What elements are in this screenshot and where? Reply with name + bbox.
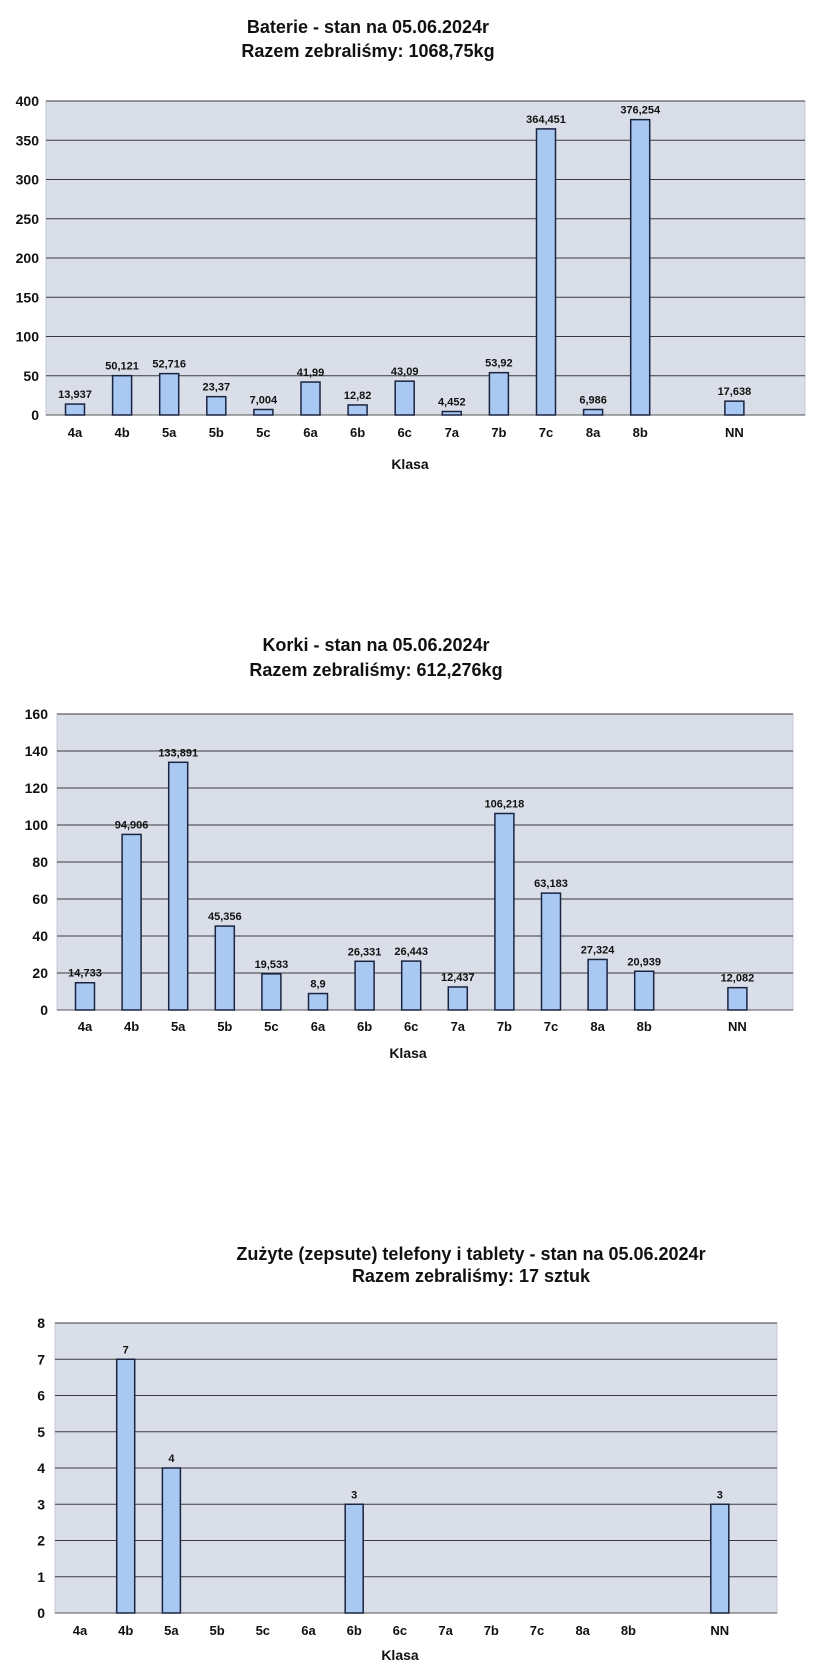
chart-telefony [37,1244,777,1663]
bar-8b [635,971,654,1010]
y-tick-label: 20 [32,965,48,981]
data-label-8b: 20,939 [627,956,662,969]
category-label-8b: 8b [620,1623,636,1638]
category-label-NN: NN [710,1623,730,1638]
bar-4b [122,834,141,1010]
category-label-7c: 7c [529,1623,545,1638]
chart-1-y-ticks [16,93,40,423]
category-label-7b: 7b [491,425,507,440]
bar-5a [162,1468,180,1613]
bar-NN [725,401,744,415]
category-label-8b: 8b [632,425,648,440]
chart-1-title-line1: Baterie - stan na 05.06.2024r [246,17,490,37]
category-label-7b: 7b [483,1623,499,1638]
bar-4b [113,376,132,415]
bar-4b [117,1359,135,1613]
bar-5a [160,374,179,415]
category-label-4a: 4a [72,1623,88,1638]
data-label-5a: 133,891 [158,747,199,760]
bar-6b [348,405,367,415]
data-label-NN: 12,082 [720,972,755,985]
category-label-7b: 7b [496,1019,512,1034]
data-label-7b: 53,92 [485,357,513,370]
y-tick-label: 250 [15,210,39,227]
category-label-8a: 8a [590,1019,605,1034]
category-label-6b: 6b [346,1623,362,1638]
category-label-5c: 5c [256,425,271,440]
data-label-8a: 6,986 [579,394,607,407]
category-label-6b: 6b [350,425,366,440]
y-tick-label: 1 [37,1568,45,1585]
bar-8a [588,959,607,1010]
chart-2-categories [78,1019,747,1034]
data-label-6b: 3 [351,1489,358,1502]
chart-3-x-axis-label: Klasa [381,1647,419,1663]
chart-2-x-axis-label: Klasa [389,1045,427,1061]
data-label-4b: 7 [122,1344,129,1357]
y-tick-label: 7 [37,1351,45,1368]
data-label-7c: 364,451 [526,113,566,126]
bar-NN [728,988,747,1010]
bar-7a [448,987,467,1010]
y-tick-label: 200 [15,250,39,266]
bar-7a [442,412,461,415]
category-label-6c: 6c [392,1623,408,1638]
bar-5c [262,974,281,1010]
bar-5c [254,410,273,415]
chart-3-y-ticks [37,1315,45,1621]
chart-1-categories [68,425,744,440]
data-label-7a: 4,452 [438,396,466,409]
y-tick-label: 0 [31,407,39,423]
bar-6c [395,381,414,415]
data-label-6a: 8,9 [310,978,326,991]
bar-7c [542,893,561,1010]
category-label-7a: 7a [450,1019,466,1034]
category-label-5a: 5a [170,1019,186,1034]
bar-6a [309,994,328,1010]
category-label-7a: 7a [438,1623,453,1638]
category-label-6c: 6c [397,425,412,440]
category-label-7c: 7c [538,425,554,440]
bar-6a [301,382,320,415]
y-tick-label: 140 [24,743,48,759]
data-label-6b: 26,331 [347,946,382,959]
chart-baterie [16,17,805,472]
bar-6b [345,1504,363,1613]
category-label-8b: 8b [636,1019,652,1034]
data-label-6c: 26,443 [394,946,429,959]
category-label-5c: 5c [264,1019,279,1034]
data-label-4b: 94,906 [114,819,149,832]
bar-4a [76,983,95,1010]
data-label-7c: 63,183 [534,878,568,891]
category-label-6a: 6a [303,425,318,440]
category-label-6a: 6a [301,1623,316,1638]
data-label-5b: 45,356 [207,911,242,924]
y-tick-label: 300 [15,171,39,188]
category-label-5a: 5a [164,1623,179,1638]
bar-4a [66,404,85,415]
chart-1-x-axis-label: Klasa [391,456,429,472]
chart-3-title-line2: Razem zebraliśmy: 17 sztuk [351,1266,591,1286]
y-tick-label: 160 [24,706,48,722]
category-label-5c: 5c [255,1623,271,1638]
bar-7b [495,813,514,1010]
data-label-5b: 23,37 [202,381,231,394]
y-tick-label: 0 [40,1002,48,1018]
bar-8b [631,120,650,415]
data-label-8b: 376,254 [620,104,661,117]
category-label-NN: NN [725,425,744,440]
category-label-5b: 5b [208,425,224,440]
data-label-7b: 106,218 [484,798,525,811]
category-label-6c: 6c [403,1019,419,1034]
data-label-NN: 17,638 [717,386,752,399]
data-label-5c: 7,004 [249,394,278,407]
bar-7b [489,373,508,415]
y-tick-label: 6 [37,1387,45,1404]
category-label-7c: 7c [543,1019,559,1034]
data-label-7a: 12,437 [440,971,475,984]
y-tick-label: 40 [32,928,48,944]
y-tick-label: 350 [15,132,39,149]
data-label-8a: 27,324 [580,944,615,957]
category-label-5b: 5b [217,1019,233,1034]
data-label-5a: 4 [168,1453,175,1465]
bar-NN [711,1504,729,1613]
y-tick-label: 0 [37,1605,45,1621]
data-label-6b: 12,82 [343,389,372,402]
category-label-5a: 5a [161,425,177,440]
data-label-4b: 50,121 [105,360,139,373]
y-tick-label: 2 [37,1532,45,1549]
bar-5a [169,762,188,1010]
category-label-4a: 4a [77,1019,93,1034]
bar-8a [584,410,603,415]
category-label-4b: 4b [124,1019,140,1034]
y-tick-label: 5 [37,1423,45,1440]
data-label-5c: 19,533 [254,958,289,971]
category-label-6a: 6a [310,1019,326,1034]
y-tick-label: 150 [15,289,39,306]
category-label-5b: 5b [209,1623,225,1638]
y-tick-label: 60 [32,891,48,907]
category-label-8a: 8a [585,425,601,440]
chart-3-title-line1: Zużyte (zepsute) telefony i tablety - stan na 05.06.2024r [236,1244,706,1264]
data-label-4a: 13,937 [58,389,92,402]
bar-7c [537,129,556,415]
data-label-4a: 14,733 [68,967,102,980]
y-tick-label: 50 [23,367,39,384]
chart-2-title-line1: Korki - stan na 05.06.2024r [262,635,490,655]
category-label-4b: 4b [118,1623,134,1638]
y-tick-label: 80 [32,854,48,870]
y-tick-label: 3 [37,1496,45,1513]
bar-6c [402,961,421,1010]
category-label-7a: 7a [444,425,460,440]
data-label-6a: 41,99 [296,367,325,380]
category-label-4b: 4b [114,425,130,440]
chart-korki [25,635,793,1061]
chart-2-title-line2: Razem zebraliśmy: 612,276kg [249,660,503,680]
chart-3-categories [73,1623,729,1638]
bar-6b [355,961,374,1010]
category-label-6b: 6b [357,1019,373,1034]
category-label-8a: 8a [575,1623,590,1638]
y-tick-label: 100 [24,817,48,833]
bar-5b [215,926,234,1010]
y-tick-label: 400 [15,93,39,109]
category-label-4a: 4a [67,425,83,440]
chart-1-title-line2: Razem zebraliśmy: 1068,75kg [241,41,495,61]
data-label-5a: 52,716 [152,358,187,371]
data-label-6c: 43,09 [390,366,419,379]
bar-5b [207,397,226,415]
data-label-NN: 3 [716,1489,723,1502]
y-tick-label: 8 [37,1315,45,1331]
y-tick-label: 100 [15,328,39,345]
chart-2-y-ticks [25,706,49,1018]
y-tick-label: 4 [37,1460,45,1476]
category-label-NN: NN [728,1019,747,1034]
y-tick-label: 120 [24,780,48,796]
